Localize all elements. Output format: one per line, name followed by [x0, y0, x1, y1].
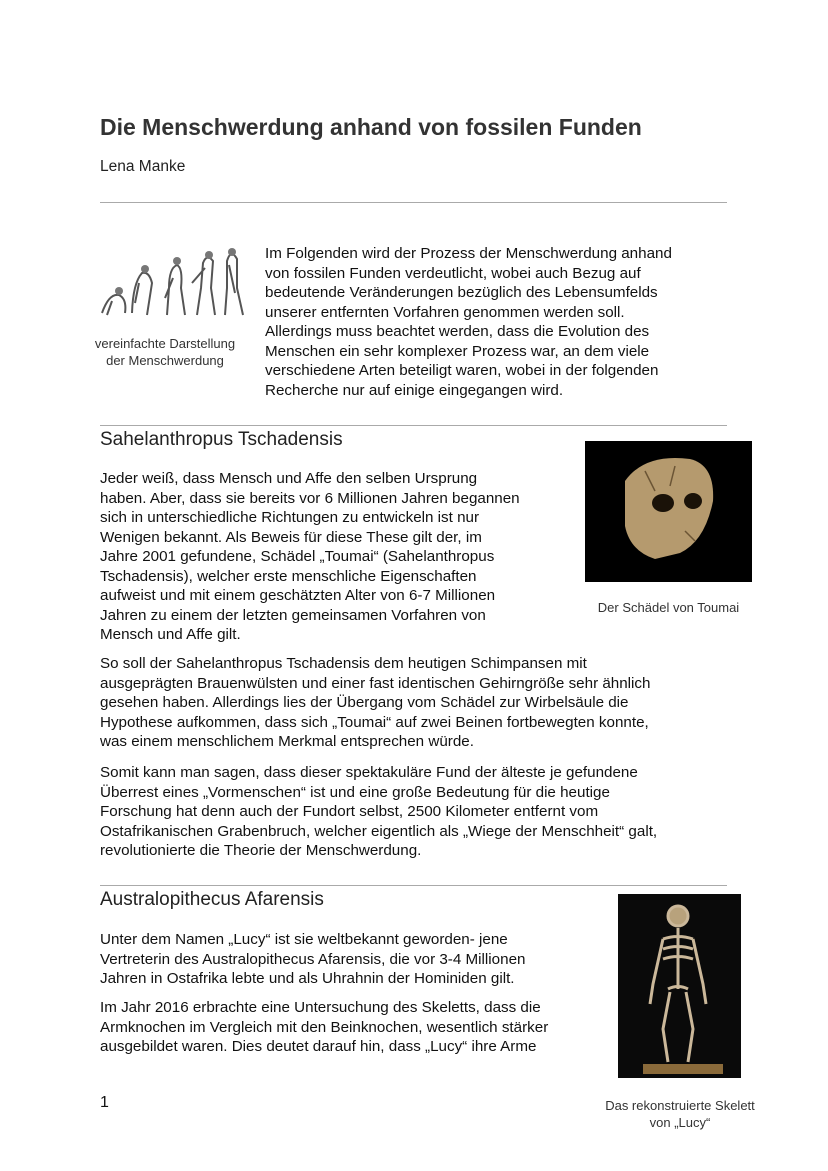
text-line: Wenigen bekannt. Als Beweis für diese These gilt der, im — [100, 528, 482, 546]
section-heading-sahelanthropus: Sahelanthropus Tschadensis — [100, 429, 343, 450]
divider — [100, 202, 727, 203]
divider — [100, 425, 727, 426]
section-heading-australopithecus: Australopithecus Afarensis — [100, 889, 324, 910]
text-line: Der Schädel von Toumai — [597, 600, 740, 615]
divider — [100, 885, 727, 886]
text-line: Forschung hat denn auch der Fundort selbst, 2500 Kilometer entfernt vom — [100, 803, 599, 820]
text-line: Mensch und Affe gilt. — [100, 626, 241, 643]
text-line: was einem menschlichem Merkmal entsprechen würde. — [100, 733, 474, 750]
text-line: sich in unterschiedliche Richtungen zu entwickeln ist nur — [100, 509, 480, 526]
text-line: Vertreterin des Australopithecus Afarensis, die vor 3-4 Millionen — [100, 950, 526, 968]
evolution-illustration — [97, 243, 247, 319]
text-line: Jahre 2001 gefundene, Schädel „Toumai“ (Sahelanthropus — [100, 548, 495, 565]
text-line: bedeutende Veränderungen bezüglich des Lebensumfelds — [265, 284, 658, 301]
text-line: aufweist und mit einem geschätzten Alter von 6-7 Millionen — [100, 587, 496, 604]
text-line: Jahren in Ostafrika lebte und als Uhrahnin der Hominiden gilt. — [100, 970, 515, 987]
text-line: Überrest eines „Vormenschen“ ist und eine große Bedeutung für die heutige — [100, 783, 610, 801]
text-line: verschiedene Arten beteiligt waren, wobei in der folgenden — [265, 362, 659, 379]
skull-icon — [585, 441, 752, 582]
text-line: revolutionierte die Theorie der Menschwerdung. — [100, 842, 422, 859]
text-line: Unter dem Namen „Lucy“ ist sie weltbekannt geworden- jene — [100, 931, 508, 948]
text-line: der Menschwerdung — [106, 353, 224, 368]
afarensis-paragraph-2 — [100, 998, 548, 1057]
text-line: unserer entfernten Vorfahren genommen werden soll. — [265, 303, 625, 321]
sahelanthropus-paragraph-1 — [100, 469, 520, 645]
text-line: Allerdings muss beachtet werden, dass die Evolution des — [265, 323, 650, 340]
page-title: Die Menschwerdung anhand von fossilen Funden — [100, 114, 642, 140]
text-line: Armknochen im Vergleich mit den Beinknochen, wesentlich stärker — [100, 1018, 549, 1036]
lucy-skeleton-image — [618, 894, 741, 1078]
intro-paragraph — [265, 244, 672, 400]
text-line: Im Folgenden wird der Prozess der Menschwerdung anhand — [265, 245, 672, 262]
skull-image-caption — [585, 599, 752, 616]
text-line: ausgebildet waren. Dies deutet darauf hin, dass „Lucy“ ihre Arme — [100, 1038, 537, 1055]
text-line: vereinfachte Darstellung — [94, 336, 236, 351]
text-line: gesehen haben. Allerdings lies der Übergang vom Schädel zur Wirbelsäule die — [100, 694, 629, 711]
text-line: Das rekonstruierte Skelett — [605, 1098, 755, 1113]
text-line: haben. Aber, dass sie bereits vor 6 Millionen Jahren begannen — [100, 489, 520, 507]
text-line: Jahren zu einem der letzten gemeinsamen Vorfahren von — [100, 606, 486, 624]
sahelanthropus-paragraph-3 — [100, 763, 657, 861]
text-line: Im Jahr 2016 erbrachte eine Untersuchung des Skeletts, dass die — [100, 999, 541, 1016]
intro-image-caption — [90, 335, 240, 369]
text-line: Somit kann man sagen, dass dieser spektakuläre Fund der älteste je gefundene — [100, 764, 638, 781]
text-line: Hypothese aufkommen, dass sich „Toumai“ auf zwei Beinen fortbewegten konnte, — [100, 713, 649, 731]
text-line: Jeder weiß, dass Mensch und Affe den selben Ursprung — [100, 470, 478, 487]
text-line: So soll der Sahelanthropus Tschadensis dem heutigen Schimpansen mit — [100, 655, 587, 672]
text-line: Tschadensis), welcher erste menschliche Eigenschaften — [100, 567, 477, 585]
text-line: Ostafrikanischen Grabenbruch, welcher eigentlich als „Wiege der Menschheit“ galt, — [100, 822, 658, 840]
author: Lena Manke — [100, 158, 186, 175]
afarensis-paragraph-1 — [100, 930, 525, 989]
text-line: von „Lucy“ — [649, 1115, 711, 1130]
text-line: Recherche nur auf einige eingegangen wird. — [265, 381, 564, 399]
lucy-image-caption — [590, 1097, 770, 1131]
text-line: von fossilen Funden verdeutlicht, wobei auch Bezug auf — [265, 264, 641, 282]
sahelanthropus-paragraph-2 — [100, 654, 650, 752]
text-line: Menschen ein sehr komplexer Prozess war, an dem viele — [265, 342, 650, 360]
page-number: 1 — [100, 1094, 109, 1111]
toumai-skull-image — [585, 441, 752, 582]
skeleton-icon — [618, 894, 741, 1078]
text-line: ausgeprägten Brauenwülsten und einer fast identischen Gehirngröße sehr ähnlich — [100, 674, 651, 692]
